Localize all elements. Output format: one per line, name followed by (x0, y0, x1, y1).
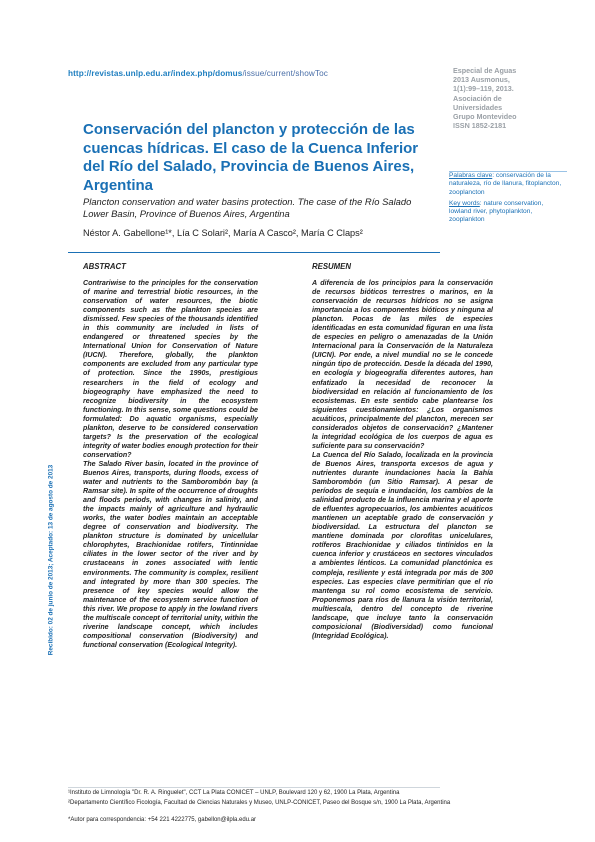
keywords-es-text: : conservación de la naturaleza, río de llanura, fitoplancton, zooplancton (449, 172, 562, 196)
abstract-paragraph: Contrariwise to the principles for the conservation of marine and terrestrial biotic resources, in the conservation of water resources, the biotic components such as the plankton species are dismissed. Few species of the thousands identified in this community are included in lists of endangered or threatened species by the International Union for Conservation of Nature (IUCN). Therefore, globally, the plankton components are excluded from any particular type of protection. Since the 1990s, prestigious researchers in the field of ecology and biogeography have emphasized the need to recognize biodiversity in the ecosystem functioning. In this sense, some questions could be formulated: Do aquatic organisms, especially plankton, deserve to be considered conservation targets? Is the preservation of the ecological integrity of water bodies enough protection for their conservation? (83, 279, 258, 459)
journal-line: 2013 Ausmonus, (453, 75, 510, 85)
journal-line: Universidades (453, 102, 503, 112)
keywords-es-label: Palabras clave (449, 172, 493, 179)
footnote-divider (68, 787, 440, 788)
abstract-heading: ABSTRACT (83, 262, 126, 271)
journal-url-link[interactable] (68, 69, 328, 78)
keywords-box (449, 171, 567, 228)
journal-line: 1(1):99–119, 2013. (453, 84, 514, 94)
keywords-en-label: Key words (449, 199, 480, 207)
abstract-body (83, 279, 258, 650)
author-list: Néstor A. Gabellone¹*, Lía C Solari², María A Casco², María C Claps² (83, 228, 363, 238)
keywords-en-text: : nature conservation, lowland river, phytoplankton, zooplankton (449, 199, 544, 224)
abstract-paragraph: The Salado River basin, located in the province of Buenos Aires, transports, during floods, excess of water and nutrients to the Samborombón bay (a Ramsar site). In spite of the occurrence of droughts and floods periods, with changes in salinity, and the impacts mainly of agriculture and hydraulic works, the water bodies maintain an acceptable degree of conservation and biodiversity. The plankton structure is dominated by unicellular chlorophytes, Brachionidae rotifers, Tintinnidae ciliates in the lower sector of the river and by crustaceans in zones associated with lentic environments. The community is complex, resilient and integrated by more than 300 species. The presence of key species would allow the maintenance of the ecosystem service function of this river. We propose to apply in the lowland rivers the multiscale concept of territorial unity, within the riverine landscape concept, which includes compositional conservation (Biodiversity) and functional conservation (Ecological Integrity). (83, 459, 258, 649)
journal-line: Especial de Aguas (453, 66, 517, 75)
keywords-en (449, 200, 567, 225)
footnote-affiliation-1: ¹Instituto de Limnología "Dr. R. A. Ringuelet", CCT La Plata CONICET – UNLP, Boulevard 120 y 62, 1900 La Plata, Argentina (68, 790, 400, 796)
footnote-corresponding-author: *Autor para correspondencia: +54 221 4222775, gabellon@ilpla.edu.ar (68, 817, 257, 823)
journal-line: Asociación de (453, 93, 502, 103)
footnote-affiliation-2: ²Departamento Científico Ficología, Facultad de Ciencias Naturales y Museo, UNLP-CONICET, Paseo del Bosque s/n, 1900 La Plata, Argentina (68, 800, 451, 806)
journal-line: Grupo Montevideo (453, 112, 517, 122)
article-title: Conservación del plancton y protección de las cuencas hídricas. El caso de la Cuenca Inferior del Río del Salado, Provincia de Buenos Aires, Argentina (83, 121, 419, 194)
keywords-es (449, 172, 567, 197)
article-subtitle: Plancton conservation and water basins protection. The case of the Río Salado Lower Basin, Province of Buenos Aires, Argentina (83, 196, 412, 220)
resumen-heading: RESUMEN (312, 262, 351, 271)
journal-info (453, 66, 578, 130)
url-path: /issue/current/showToc (242, 69, 328, 78)
url-main: http://revistas.unlp.edu.ar/index.php/domus (68, 69, 243, 78)
header-divider (68, 252, 440, 253)
resumen-paragraph: La Cuenca del Río Salado, localizada en la provincia de Buenos Aires, transporta excesos de agua y nutrientes durante inundaciones hacia la Bahía Samborombón (un Sitio Ramsar). A pesar de períodos de sequía e inundación, los cambios de la salinidad producto de la influencia marina y el aporte de efluentes agropecuarios, los ambientes acuáticos mantienen un aceptable grado de conservación y biodiversidad. La estructura del plancton se mantiene dominada por clorofitas unicelulares, rotíferos Brachionidae y ciliados tintínidos en la cuenca inferior y crustáceos en sectores vinculados a ambientes lénticos. La comunidad planctónica es compleja, resiliente y está integrada por más de 300 especies. Las especies clave permitirían que el río mantenga su rol como ecosistema de servicio. Proponemos para ríos de llanura la visión territorial, multiescala, dentro del concepto de riverine landscape, que incluye tanto la conservación composicional (Biodiversidad) como funcional (Integridad Ecológica). (312, 450, 493, 640)
received-accepted-note: Recibido: 02 de junio de 2013; Aceptado: 13 de agosto de 2013 (47, 464, 55, 656)
resumen-paragraph: A diferencia de los principios para la conservación de recursos bióticos terrestres o marinos, en la conservación de recursos hídricos no se asigna importancia a los componentes bióticos y ninguna al plancton. Pocas de las miles de especies identificadas en esta comunidad figuran en una lista de especies en peligro o amenazadas de la Unión Internacional para la Conservación de la Naturaleza (UICN). Por ende, a nivel mundial no se le concede ningún tipo de protección. Desde la década del 1990, en ecología y biogeografía diferentes autores, han enfatizado la necesidad de reconocer la biodiversidad en relación al funcionamiento de los ecosistemas. En este sentido cabe plantearse los siguientes cuestionamientos: ¿Los organismos acuáticos, principalmente del plancton, merecen ser considerados objetos de conservación? ¿Mantener la integridad ecológica de los cuerpos de agua es suficiente para su conservación? (312, 279, 493, 450)
resumen-body (312, 279, 493, 641)
journal-line: ISSN 1852-2181 (453, 121, 507, 131)
